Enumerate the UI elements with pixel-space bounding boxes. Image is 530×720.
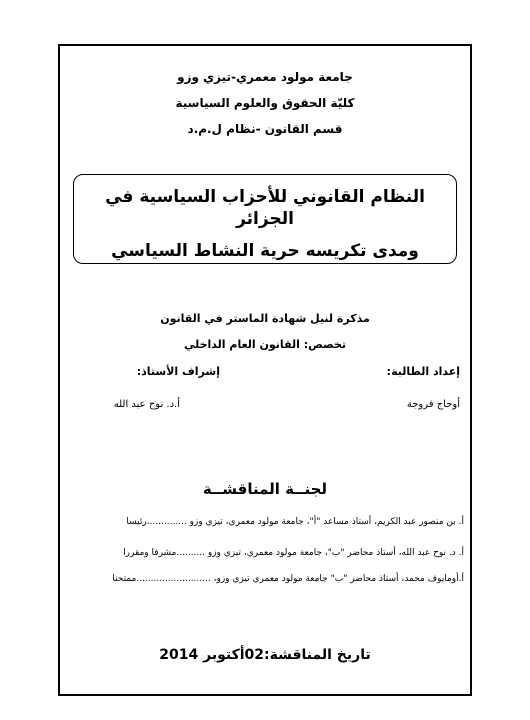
faculty-name: كليّة الحقوق والعلوم السياسية: [175, 96, 355, 110]
committee-member: أ. د. نوح عبد الله، أستاذ محاضر "ب"، جامعة مولود معمري، تيزي وزو ..........مشرفا ومقررا: [123, 548, 464, 558]
department-name: قسم القانون -نظام ل.م.د: [187, 122, 343, 136]
student-name: أوحاج فروجة: [406, 399, 460, 410]
supervisor-name: أ.د. نوح عبد الله: [113, 399, 180, 410]
committee-member: أ.أومايوف محمد، أستاذ محاضر "ب" جامعة مولود معمري تيزي وزو، ..........................ممتحنا: [112, 574, 464, 584]
university-name: جامعة مولود معمري-تيزي وزو: [177, 70, 353, 84]
thesis-specialty: تخصص: القانون العام الداخلي: [183, 338, 347, 351]
defense-date: تاريخ المناقشة:02أكتوبر 2014: [159, 647, 371, 663]
committee-title: لجنــة المناقشــة: [202, 480, 328, 498]
prepared-by-label: إعداد الطالبة:: [386, 365, 460, 378]
thesis-title-box: [73, 174, 457, 264]
committee-member: أ. بن منصور عبد الكريم، أستاذ مساعد "أ"، جامعة مولود معمري، تيزي وزو ..............رئيسا: [126, 517, 464, 527]
thesis-purpose: مذكرة لنيل شهادة الماستر في القانون: [160, 312, 370, 325]
thesis-title-line-1: النظام القانوني للأحزاب السياسية في الجزائر: [105, 187, 425, 229]
supervised-by-label: إشراف الأستاذ:: [136, 365, 220, 378]
thesis-title-line-2: ومدى تكريسه حرية النشاط السياسي: [111, 241, 419, 261]
